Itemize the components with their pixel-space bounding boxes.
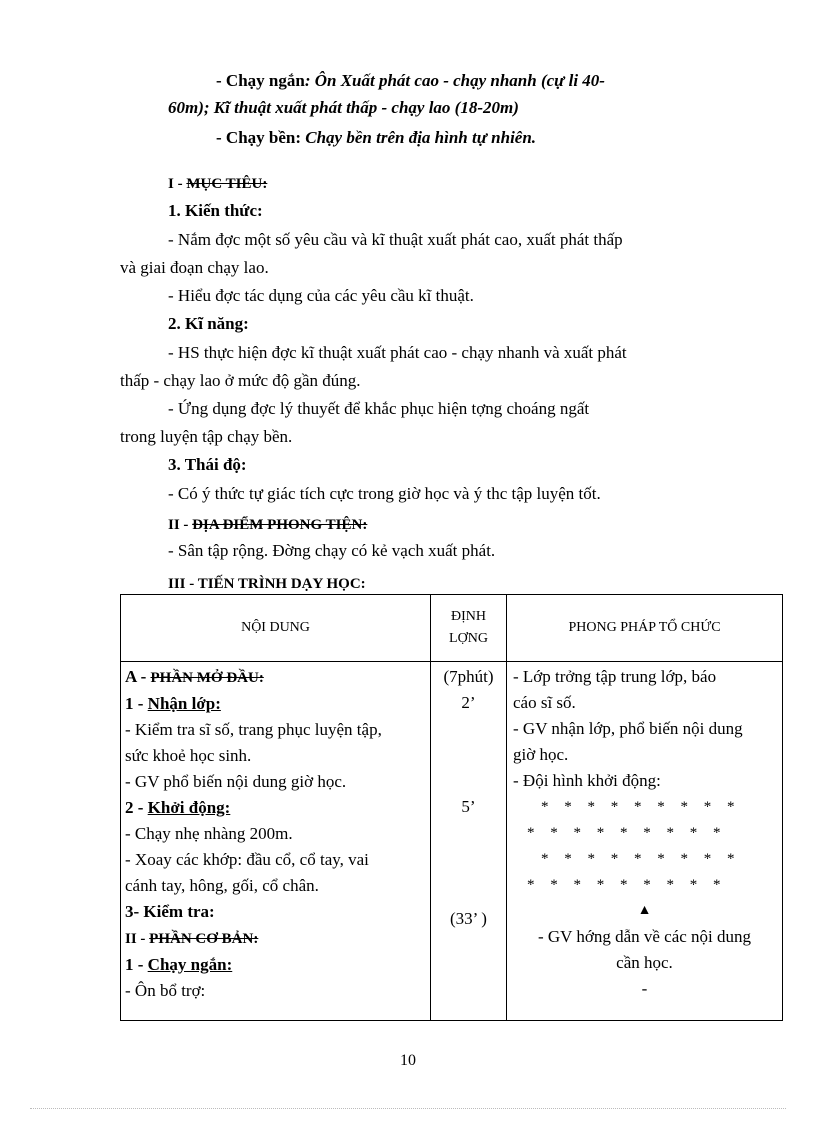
skills-line-2: thấp - chạy lao ở mức độ gần đúng. (120, 371, 361, 390)
header-amount (431, 595, 507, 662)
knowledge-line-1: - Nắm đợc một số yêu cầu và kĩ thuật xuất phát cao, xuất phát thấp (168, 230, 623, 249)
s2-title: Khởi động: (147, 798, 231, 817)
amount-class: 2’ (461, 693, 476, 712)
header-method-label: PHONG PHÁP TỔ CHỨC (568, 620, 721, 635)
header-amount-line-1: ĐỊNH (451, 609, 486, 624)
formation-row-3: * * * * * * * * * (541, 851, 735, 867)
knowledge-line-3: - Hiểu đợc tác dụng của các yêu cầu kĩ thuật. (168, 286, 474, 305)
skills-title: 2. Kĩ năng: (168, 314, 249, 333)
intro-line-2: 60m); Kĩ thuật xuất phát thấp - chạy lao (18-20m) (168, 98, 519, 117)
method-line-7: cần học. (616, 953, 673, 972)
method-line-5: - Đội hình khởi động: (513, 771, 661, 790)
section-2-warmup-heading (121, 795, 430, 821)
intro-endurance-label: - Chạy bền: (216, 128, 306, 147)
part-a-title: PHẦN MỞ ĐẦU: (150, 670, 264, 686)
attitude-line-1: - Có ý thức tự giác tích cực trong giờ học và ý thc tập luyện tốt. (168, 484, 601, 503)
method-line-3: - GV nhận lớp, phổ biến nội dung (513, 719, 743, 738)
page-number: 10 (400, 1052, 416, 1069)
part-a-heading (121, 664, 430, 691)
s2-line-3: cánh tay, hông, gối, cổ chân. (125, 876, 319, 895)
method-line-8: - (641, 979, 648, 998)
s2-line-2: - Xoay các khớp: đầu cổ, cổ tay, vai (125, 850, 369, 869)
header-method (507, 595, 783, 662)
method-cell (507, 662, 783, 1021)
s1-prefix: 1 - (125, 694, 148, 713)
intro-endurance-text: Chạy bền trên địa hình tự nhiên. (305, 128, 537, 147)
section-1-title: MỤC TIÊU: (186, 176, 268, 192)
skills-line-4: trong luyện tập chạy bền. (120, 427, 293, 446)
part-b-heading (121, 925, 430, 952)
section-1-heading (168, 173, 267, 195)
s1-line-2: sức khoẻ học sinh. (125, 746, 252, 765)
footer-divider (30, 1108, 786, 1109)
section-3-heading: III - TIẾN TRÌNH DẠY HỌC: (168, 576, 366, 592)
amount-part-b: (33’ ) (450, 909, 487, 928)
intro-line-1 (216, 70, 605, 92)
section-2-title: ĐỊA ĐIỂM PHONG TIỆN: (192, 517, 368, 533)
part-a-prefix: A - (125, 667, 151, 686)
intro-short-run-text: : Ôn Xuất phát cao - chạy nhanh (cự li 40- (304, 71, 605, 90)
b1-line-1: - Ôn bổ trợ: (125, 981, 206, 1000)
section-2-heading (168, 514, 367, 536)
method-line-6: - GV hớng dẫn về các nội dung (537, 927, 752, 946)
section-1-class-heading (121, 691, 430, 717)
teacher-position-icon: ▲ (637, 903, 652, 918)
skills-line-3: - Ứng dụng đợc lý thuyết để khắc phục hiện tợng choáng ngất (168, 399, 590, 418)
amount-warmup: 5’ (461, 797, 476, 816)
formation-row-1: * * * * * * * * * (541, 799, 735, 815)
s2-prefix: 2 - (125, 798, 148, 817)
method-line-1: - Lớp trởng tập trung lớp, báo (513, 667, 717, 686)
intro-line-3 (216, 127, 536, 149)
s1-line-1: - Kiểm tra sĩ số, trang phục luyện tập, (125, 720, 382, 739)
section-2-line-1: - Sân tập rộng. Đờng chạy có kẻ vạch xuất phát. (168, 541, 496, 560)
s2-line-1: - Chạy nhẹ nhàng 200m. (125, 824, 293, 843)
skills-line-1: - HS thực hiện đợc kĩ thuật xuất phát cao - chạy nhanh và xuất phát (168, 343, 627, 362)
lesson-plan-table (120, 594, 783, 1021)
knowledge-title: 1. Kiến thức: (168, 201, 263, 220)
part-b-prefix: II - (125, 931, 150, 947)
intro-short-run-label: - Chạy ngắn (216, 71, 305, 90)
method-line-2: cáo sĩ số. (513, 693, 576, 712)
s1-title: Nhận lớp: (147, 694, 221, 713)
header-content-label: NỘI DUNG (241, 620, 310, 635)
b1-title: Chạy ngắn: (147, 955, 233, 974)
formation-row-2: * * * * * * * * * (527, 825, 721, 841)
part-b-title: PHẦN CƠ BẢN: (149, 931, 259, 947)
knowledge-line-2: và giai đoạn chạy lao. (120, 258, 269, 277)
header-content (121, 595, 431, 662)
method-line-4: giờ học. (513, 745, 569, 764)
header-amount-line-2: LỢNG (449, 631, 488, 646)
content-cell (121, 662, 431, 1021)
table-header-row (121, 595, 783, 662)
table-row (121, 662, 783, 1021)
section-1-prefix: I - (168, 176, 187, 192)
attitude-title: 3. Thái độ: (168, 455, 247, 474)
formation-row-4: * * * * * * * * * (527, 877, 721, 893)
amount-part-a: (7phút) (443, 667, 494, 686)
section-2-prefix: II - (168, 517, 193, 533)
amount-cell (431, 662, 507, 1021)
short-run-heading (121, 952, 430, 978)
b1-prefix: 1 - (125, 955, 148, 974)
s3-check-heading: 3- Kiểm tra: (125, 902, 215, 921)
s1-line-3: - GV phổ biến nội dung giờ học. (125, 772, 347, 791)
